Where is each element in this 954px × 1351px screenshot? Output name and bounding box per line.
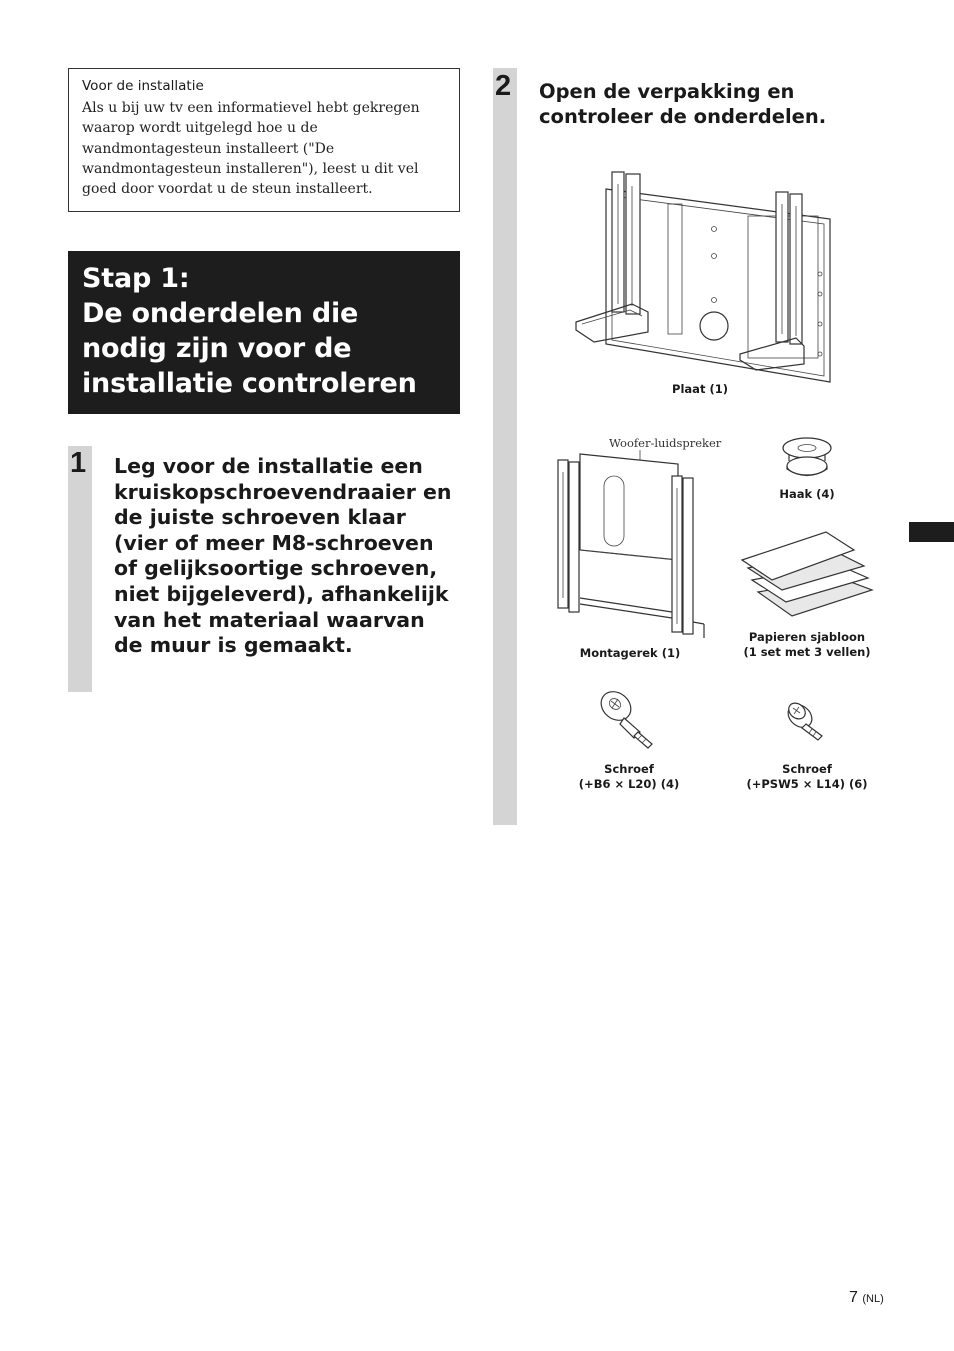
template-caption-line: Papieren sjabloon (748, 630, 866, 644)
section-heading (68, 251, 460, 414)
plate-caption: Plaat (1) (672, 382, 728, 396)
rack-illustration (552, 452, 710, 640)
note-body (82, 98, 446, 199)
screw1-caption (569, 762, 689, 792)
screw1-caption-line: (+B6 × L20) (4) (578, 777, 680, 791)
note-line: waarop wordt uitgelegd hoe u de (82, 120, 318, 137)
screw1-caption-line: Schroef (604, 762, 654, 776)
hook-illustration (780, 436, 834, 480)
screw2-caption (744, 762, 870, 792)
note-line: Als u bij uw tv een informatievel hebt gekregen (82, 100, 420, 116)
hook-caption: Haak (4) (779, 487, 835, 501)
template-caption (742, 630, 872, 660)
step1-text: Leg voor de installatie een kruiskopschroevendraaier en de juiste schroeven klaar (vier of meer M8-schroeven of gelijksoortige schroeven, niet bijgeleverd), afhankelijk van het materiaal waarvan de muur is gemaakt. (114, 454, 452, 658)
step2-text: Open de verpakking en controleer de onderdelen. (539, 80, 827, 128)
note-line: wandmontagesteun installeert ("De (82, 140, 335, 157)
rack-caption: Montagerek (1) (579, 646, 681, 660)
screw1-illustration (598, 688, 662, 752)
step2-number: 2 (495, 70, 512, 102)
step2-bar (493, 68, 517, 825)
page-number-value: 7 (849, 1289, 858, 1306)
woofer-callout: Woofer-luidspreker (609, 436, 722, 450)
screw2-caption-line: Schroef (782, 762, 832, 776)
page-number (849, 1289, 884, 1307)
step1-bar (68, 446, 92, 692)
note-line: goed door voordat u de steun installeert. (82, 181, 373, 198)
screw2-illustration (784, 698, 828, 742)
note-title: Voor de installatie (82, 78, 204, 94)
step1-number: 1 (70, 447, 87, 479)
page-language: (NL) (862, 1293, 884, 1305)
screw2-caption-line: (+PSW5 × L14) (6) (746, 777, 868, 791)
heading-line: installatie controleren (82, 368, 417, 399)
note-box (68, 68, 460, 212)
note-line: wandmontagesteun installeren"), leest u dit vel (82, 160, 419, 177)
section-tab (909, 522, 954, 542)
heading-line: De onderdelen die (82, 298, 359, 329)
template-caption-line: (1 set met 3 vellen) (743, 645, 871, 659)
plate-illustration (572, 164, 834, 386)
template-illustration (740, 530, 874, 620)
heading-line: Stap 1: (82, 263, 190, 294)
heading-line: nodig zijn voor de (82, 333, 352, 364)
